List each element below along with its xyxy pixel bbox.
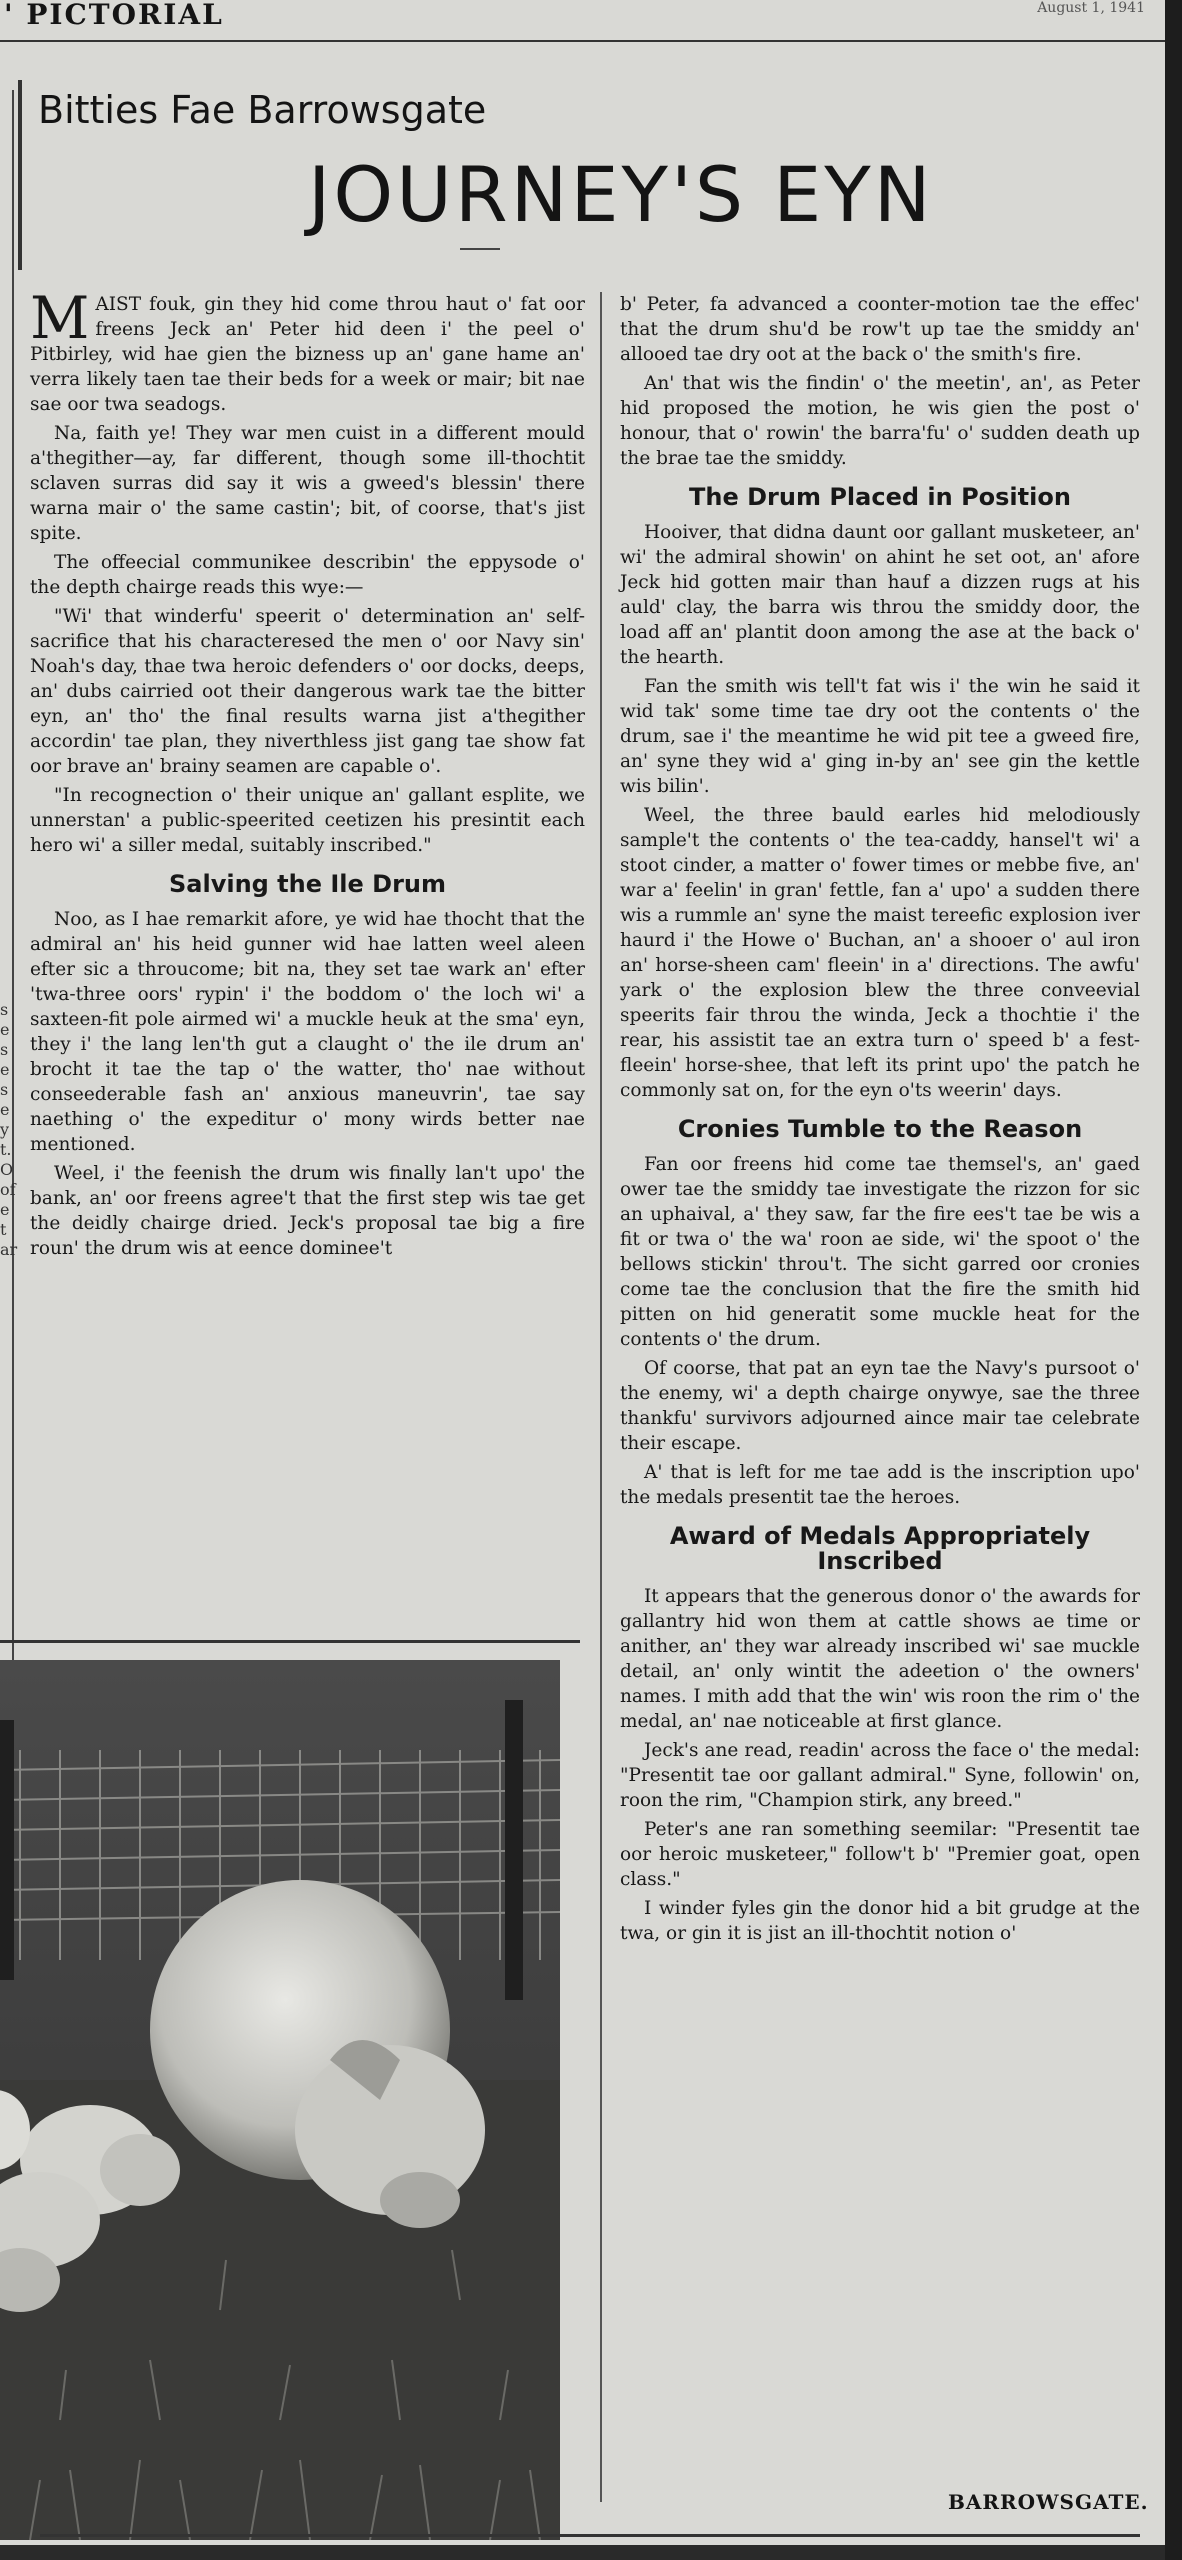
edge-letter: e [0,1020,10,1039]
paragraph: Na, faith ye! They war men cuist in a different mould a'thegither—ay, far different, though some ill-thochtit sclaven surras did say it wis a gweed's blessin' there warna mair o' the same castin'; bit, of coorse, that's jist spite. [30,423,585,544]
title-ornament-rule [460,248,500,250]
pigs-by-fence-photo [0,1660,560,2540]
paragraph: MAIST fouk, gin they hid come throu haut o' fat oor freens Jeck an' Peter hid deen i' the peel o' Pitbirley, wid hae gien the bizness up an' gane hame an' verra likely taen tae their beds for a week or mair; bit nae sae oor twa seadogs. [30,284,585,415]
edge-letter: e [0,1060,10,1079]
byline-signature: BARROWSGATE. [948,2490,1149,2514]
masthead-date: August 1, 1941 [1037,0,1145,16]
paragraph: An' that wis the findin' o' the meetin', an', as Peter hid proposed the motion, he wis gien the post o' honour, that o' rowin' the barra'fu' o' sudden death up the brae tae the smiddy. [620,373,1140,469]
subheading: Salving the Ile Drum [168,870,447,898]
paragraph: Fan the smith wis tell't fat wis i' the win he said it wid tak' some time tae dry oot the contents o' the drum, sae i' the meantime he wid pit tee a gweed fire, an' syne they wid a' ging in-by an' see gin the kettle wis bilin'. [620,676,1140,797]
column-divider [600,292,602,2502]
quote-paragraph: "Wi' that winderfu' speerit o' determination an' self-sacrifice that his characteresed the men o' oor Navy sin' Noah's day, thae twa heroic defenders o' oor docks, deeps, an' dubs cairried oot their dangerous wark tae the bitter eyn, an' tho' the final results warna jist a'thegither accordin' tae plan, they niverthless jist gang tae show fat oor brave an' brainy seamen are capable o'. [30,606,585,777]
edge-letter: y [0,1120,10,1139]
edge-letter: e [0,1200,10,1219]
sow-snout [380,2172,460,2228]
fence-post [0,1720,14,1980]
paragraph: Of coorse, that pat an eyn tae the Navy's pursoot o' the enemy, wi' a depth chairge onywye, sae the three thankfu' survivors adjourned aince mair tae celebrate their escape. [620,1358,1140,1454]
kicker-rule [18,80,22,270]
article-column-2 [620,292,1140,1950]
edge-letter: O [0,1160,14,1179]
edge-letter: t [0,1220,7,1239]
article-kicker: Bitties Fae Barrowsgate [38,88,487,132]
paragraph: Fan oor freens hid come tae themsel's, an' gaed ower tae the smiddy tae investigate the rizzon for sic an uphaival, a' they saw, far the fire ees't tae be wis a fit or twa o' the wa' roon ae side, wi' the spoot o' the bellows stickin' throu't. The sicht garred oor cronies come tae the conclusion that the fire the smith hid pitten on hid generatit some muckle heat for the contents o' the drum. [620,1154,1140,1350]
paragraph: Peter's ane ran something seemilar: "Presentit tae oor heroic musketeer," follow't b' "Premier goat, open class." [620,1819,1140,1890]
bottom-rule [40,2534,1140,2537]
subheading: Cronies Tumble to the Reason [677,1115,1083,1143]
page-edge-shadow [1165,0,1182,2560]
photo-rule [0,1640,580,1643]
paragraph: The offeecial communikee describin' the eppysode o' the depth chairge reads this wye:— [30,552,585,598]
paragraph: Hooiver, that didna daunt oor gallant musketeer, an' wi' the admiral showin' on ahint he set oot, an' afore Jeck hid gotten mair than hauf a dizzen rugs at his auld' clay, the barra wis throu the smiddy door, the load aff an' plantit doon among the ase at the back o' the hearth. [620,522,1140,668]
piglet-head [100,2134,180,2206]
adjacent-column-fragments [0,1000,18,1260]
article-title: JOURNEY'S EYN [308,150,934,239]
fence-post [505,1700,523,2000]
subheading: Award of Medals Appropriately Inscribed [669,1522,1091,1575]
paragraph: I winder fyles gin the donor hid a bit grudge at the twa, or gin it is jist an ill-thochtit notion o' [620,1898,1140,1944]
paragraph: Weel, i' the feenish the drum wis finally lan't upo' the bank, an' oor freens agree't that the first step wis tae get the deidly chairge dried. Jeck's proposal tae big a fire roun' the drum wis at eence dominee't [30,1163,585,1259]
edge-letter: s [0,1080,9,1099]
paragraph: b' Peter, fa advanced a coonter-motion tae the effec' that the drum shu'd be row't up tae the smiddy an' allooed tae dry oot at the back o' the smith's fire. [620,294,1140,365]
subheading: The Drum Placed in Position [689,483,1071,511]
paragraph: It appears that the generous donor o' the awards for gallantry hid won them at cattle shows ae time or anither, an' they war already inscribed wi' sae muckle detail, an' only wintit the adeetion o' the owners' names. I mith add that the win' wis roon the rim o' the medal, an' nae noticeable at first glance. [620,1586,1140,1732]
paragraph: Noo, as I hae remarkit afore, ye wid hae thocht that the admiral an' his heid gunner wid hae latten weel aleen efter sic a throucome; bit na, they set tae wark an' efter 'twa-three oors' rypin' i' the boddom o' the loch wi' a saxteen-fit pole airmed wi' a muckle heuk at the sma' eyn, they i' the lang len'th gut a claught o' the ile drum an' brocht it tae the tap o' the watter, tho' nae without conseederable fash an' anxious maneuvrin', tae say naething o' the expeditur o' mony wirds better nae mentioned. [30,909,585,1155]
article-column-1 [30,284,585,1265]
paragraph: Jeck's ane read, readin' across the face o' the medal: "Presentit tae oor gallant admiral." Syne, followin' on, roon the rim, "Champion stirk, any breed." [620,1740,1140,1811]
headline-block [18,80,1138,270]
edge-letter: s [0,1000,9,1019]
edge-letter: t. [0,1140,12,1159]
quote-paragraph: "In recognection o' their unique an' gallant esplite, we unnerstan' a public-speerited ceetizen his presintit each hero wi' a siller medal, suitably inscribed." [30,785,585,856]
edge-letter: of [0,1180,16,1199]
paragraph: Weel, the three bauld earles hid melodiously sample't the contents o' the tea-caddy, hansel't wi' a stoot cinder, a matter o' fower times or mebbe five, an' war a' feelin' in gran' fettle, fan a' upo' a sudden there wis a rummle an' syne the maist tereefic explosion iver haurd i' the Howe o' Buchan, an' a shooer o' aul iron an' horse-sheen cam' fleein' in a' directions. The awfu' yark o' the explosion blew the three conveevial speerits fair throu the winda, Jeck a thochtie i' the rear, his assistit tae an extra turn o' speed b' a fest-fleein' horse-shee, that left its print upo' the patch he commonly sat on, for the eyn o'ts weerin' days. [620,805,1140,1101]
edge-letter: ar [0,1240,18,1259]
left-column-edge [0,90,18,1660]
edge-letter: s [0,1040,9,1059]
edge-letter: e [0,1100,10,1119]
masthead-title: ' PICTORIAL [4,0,224,31]
masthead [0,0,1165,42]
drop-cap: M [30,284,90,352]
photo-illustration [0,1660,560,2540]
paragraph: A' that is left for me tae add is the inscription upo' the medals presentit tae the heroes. [620,1462,1140,1508]
